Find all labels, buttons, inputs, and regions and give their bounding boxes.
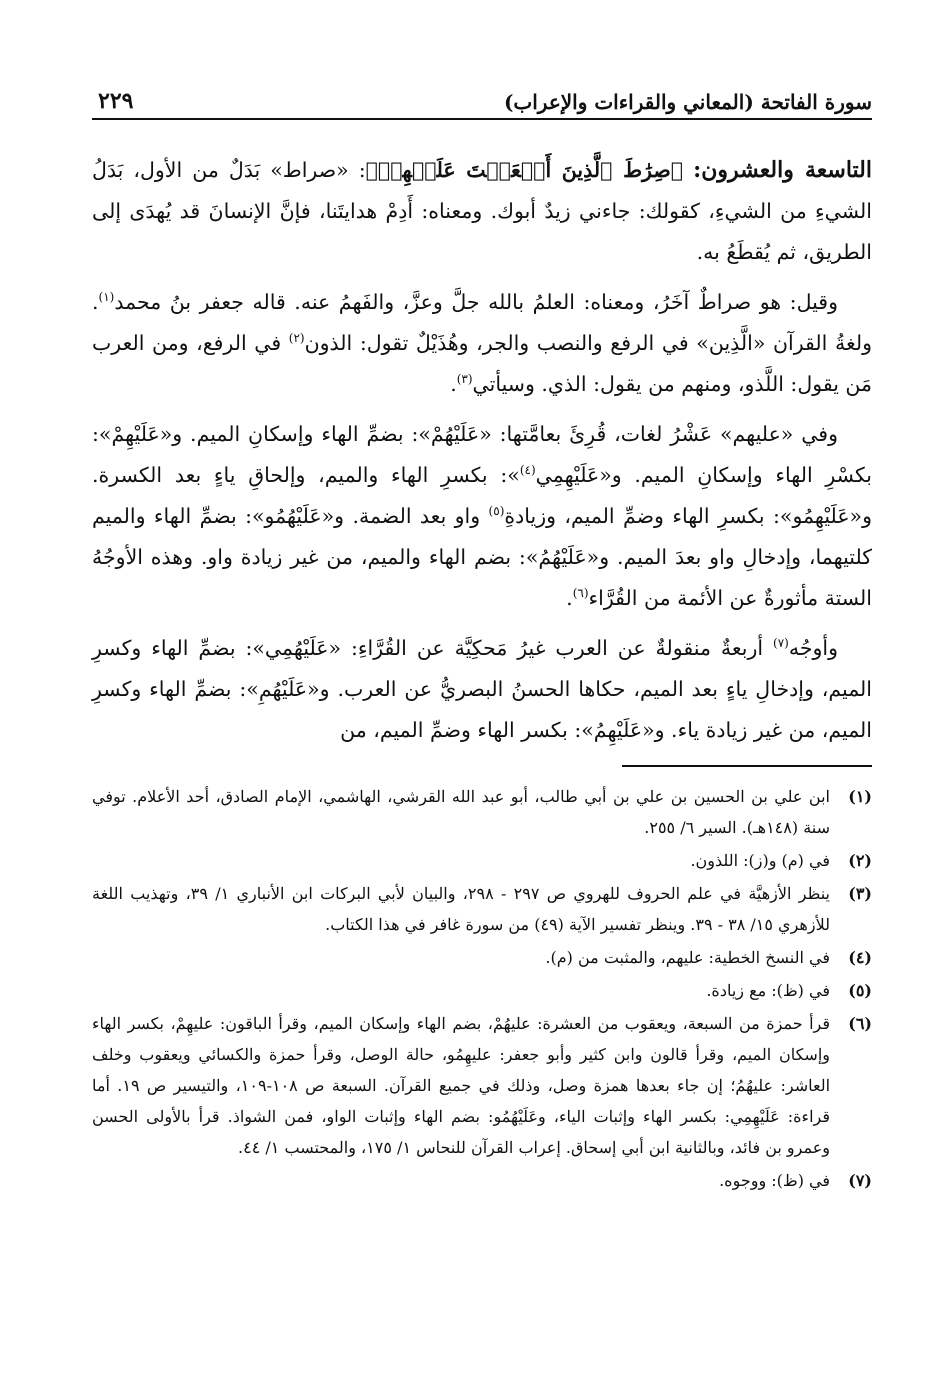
- footnote-text: في (ظ): مع زيادة.: [706, 981, 830, 1000]
- footnote-2: [92, 845, 872, 876]
- footnote-number: (٦): [848, 1014, 872, 1033]
- footnote-number: (٥): [848, 981, 872, 1000]
- footnote-3: [92, 878, 872, 940]
- paragraph-3-part-d: .: [566, 586, 573, 610]
- footnote-7: [92, 1165, 872, 1196]
- page-number: ٢٢٩: [98, 88, 134, 114]
- book-page: [92, 76, 872, 1388]
- paragraph-2-part-b: . ولغةُ القرآن «الَّذِين» في الرفع والنصب والجر، وهُذَيْلٌ تقول: الذون: [92, 290, 872, 355]
- paragraph-1-text: : «صراط» بَدَلٌ من الأول، بَدَلُ الشيءِ من الشيءِ، كقولك: جاءني زيدٌ أبوك. ومعناه: أَدِمْ هدايتَنا، فإنَّ الإنسانَ قد يُهدَى إلى الطريق، ثم يُقطَعُ به.: [92, 158, 872, 264]
- footnote-text: في النسخ الخطية: عليهم، والمثبت من (م).: [545, 948, 830, 967]
- paragraph-1: [92, 150, 872, 273]
- footnote-marker-7: (٧): [773, 636, 789, 651]
- main-text: [92, 150, 872, 751]
- footnote-1: [92, 781, 872, 843]
- footnote-marker-3: (٣): [456, 372, 473, 387]
- footnote-marker-6: (٦): [572, 586, 589, 601]
- paragraph-4-part-b: أربعةٌ منقولةٌ عن العرب غيرُ مَحكِيَّة عن القُرَّاءِ: «عَلَيْهُمِي»: بضمِّ الهاء وكسرِ الميم، وإدخالِ ياءٍ بعد الميم، حكاها الحسنُ البصريُّ عن العرب. و«عَلَيْهُمِ»: بضمِّ الهاء وكسرِ الميم، من غير زيادة ياء. و«عَلَيْهِمُ»: بكسر الهاء وضمِّ الميم، من: [92, 636, 872, 742]
- paragraph-2-part-c: في الرفع، ومن العرب مَن يقول: اللَّذو، ومنهم من يقول: الذي. وسيأتي: [92, 331, 872, 396]
- paragraph-4: [92, 628, 872, 751]
- paragraph-4-part-a: وأوجُه: [788, 636, 838, 660]
- footnote-text: ابن علي بن الحسين بن علي بن أبي طالب، أبو عبد الله القرشي، الهاشمي، الإمام الصادق، أحد الأعلام. توفي سنة (١٤٨هـ). السير ٦/ ٢٥٥.: [92, 787, 830, 837]
- footnote-marker-5: (٥): [488, 504, 505, 519]
- footnote-number: (٧): [848, 1171, 872, 1190]
- paragraph-3-part-c: واو بعد الضمة. و«عَلَيْهُمُو»: بضمِّ الهاء والميم كلتيهما، وإدخالِ واو بعدَ الميم. و«عَلَيْهُمُ»: بضم الهاء والميم، من غير زيادة واو. وهذه الأوجُهُ الستة مأثورةٌ عن الأئمة من القُرَّاء: [92, 504, 872, 610]
- paragraph-2-part-a: وقيل: هو صراطٌ آخَرُ، ومعناه: العلمُ بالله جلَّ وعزَّ، والفَهمُ عنه. قاله جعفر بنُ محمد: [114, 290, 838, 314]
- running-header: [92, 76, 872, 120]
- footnote-6: [92, 1008, 872, 1163]
- running-title: سورة الفاتحة (المعاني والقراءات والإعراب): [503, 90, 872, 114]
- paragraph-2: [92, 282, 872, 405]
- footnotes: [92, 781, 872, 1196]
- paragraph-3: [92, 414, 872, 619]
- footnote-text: ينظر الأزهيَّة في علم الحروف للهروي ص ٢٩٧ - ٢٩٨، والبيان لأبي البركات ابن الأنباري ١/ ٣٩، وتهذيب اللغة للأزهري ١٥/ ٣٨ - ٣٩. وينظر تفسير الآية (٤٩) من سورة غافر في هذا الكتاب.: [92, 884, 830, 934]
- footnote-5: [92, 975, 872, 1006]
- footnote-number: (٢): [848, 851, 872, 870]
- footnote-separator: [622, 765, 872, 767]
- footnote-marker-4: (٤): [519, 463, 536, 478]
- footnote-number: (١): [848, 787, 872, 806]
- quran-verse: ﴿صِرَٰطَ ٱلَّذِينَ أَنۡعَمۡتَ عَلَيۡهِمۡ﴾: [365, 158, 684, 182]
- footnote-text: في (ظ): ووجوه.: [719, 1171, 830, 1190]
- footnote-number: (٣): [848, 884, 872, 903]
- section-lead: التاسعة والعشرون:: [693, 157, 872, 183]
- footnote-marker-2: (٢): [288, 331, 305, 346]
- footnote-marker-1: (١): [98, 290, 115, 305]
- footnote-number: (٤): [848, 948, 872, 967]
- footnote-4: [92, 942, 872, 973]
- paragraph-3-part-b: »: بكسرِ الهاء والميم، وإلحاقِ ياءٍ بعد الكسرة. و«عَلَيْهِمُو»: بكسرِ الهاء وضمِّ الميم، وزيادةِ: [92, 463, 872, 528]
- footnote-text: قرأ حمزة من السبعة، ويعقوب من العشرة: عليهُمْ، بضم الهاء وإسكان الميم، وقرأ الباقون: عليهِمْ، بكسر الهاء وإسكان الميم، وقرأ قالون وابن كثير وأبو جعفر: عليهِمُو، حالة الوصل، وقرأ حمزة والكسائي ويعقوب وخلف العاشر: عليهُمُ؛ إن جاء بعدها همزة وصل، وذلك في جميع القرآن. السبعة ص ١٠٨-١٠٩، والتيسير ص ١٩. أما قراءة: عَلَيْهِمِي: بكسر الهاء وإثبات الياء، وعَلَيْهُمُو: بضم الهاء وإثبات الواو، فمن الشواذ. قرأ بالأولى الحسن وعمرو بن فائد، وبالثانية ابن أبي إسحاق. إعراب القرآن للنحاس ١/ ١٧٥، والمحتسب ١/ ٤٤.: [92, 1014, 831, 1157]
- paragraph-3-part-a: وفي «عليهم» عَشْرُ لغات، قُرِئَ بعامَّتها: «عَلَيْهُمْ»: بضمِّ الهاء وإسكانِ الميم. و«عَلَيْهِمْ»: بكسْرِ الهاء وإسكانِ الميم. و«عَلَيْهِمِي: [92, 422, 872, 487]
- footnote-text: في (م) و(ز): اللذون.: [690, 851, 830, 870]
- paragraph-2-part-d: .: [450, 372, 457, 396]
